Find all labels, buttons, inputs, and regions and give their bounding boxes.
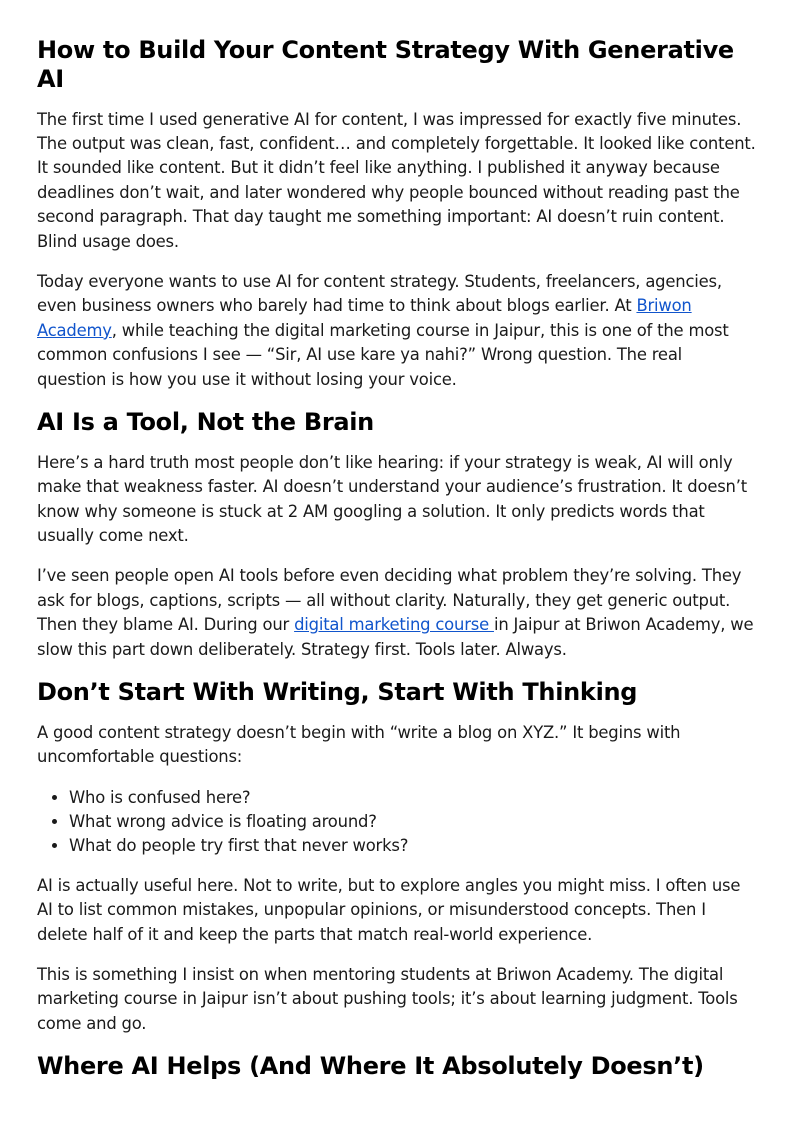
section1-p2-text-before: I’ve seen people open AI tools before even deciding what problem they’re solving. They ask for blogs, captions, scripts — all without clarity. Naturally, they get generic output. Then they blame AI. During our (37, 566, 742, 635)
section-heading-ai-tool: AI Is a Tool, Not the Brain (37, 408, 374, 437)
section2-paragraph-2: AI is actually useful here. Not to write, but to explore angles you might miss. I often use AI to list common mistakes, unpopular opinions, or misunderstood concepts. Then I delete half of it and keep the parts that match real-world experience. (37, 875, 741, 944)
section1-p2-text-after: in Jaipur at Briwon Academy, we slow this part down deliberately. Strategy first. Tools later. Always. (37, 615, 754, 659)
list-item: • What wrong advice is floating around? (69, 810, 756, 834)
questions-list (37, 786, 756, 858)
intro-paragraph-2 (37, 270, 756, 392)
list-item: • Who is confused here? (69, 786, 756, 810)
intro-paragraph-1: The first time I used generative AI for content, I was impressed for exactly five minutes. The output was clean, fast, confident… and completely forgettable. It looked like content. It sounded like content. But it didn’t feel like anything. I published it anyway because deadlines don’t wait, and later wondered why people bounced without reading past the second paragraph. That day taught me something important: AI doesn’t ruin content. Blind usage does. (37, 109, 756, 251)
section2-paragraph-1: A good content strategy doesn’t begin with “write a blog on XYZ.” It begins with uncomfortable questions: (37, 722, 681, 767)
briwon-academy-link[interactable]: Briwon Academy (37, 296, 692, 340)
section-heading-where-ai-helps: Where AI Helps (And Where It Absolutely Doesn’t) (37, 1052, 704, 1081)
digital-marketing-course-link[interactable]: digital marketing course (294, 615, 494, 635)
section1-paragraph-2 (37, 564, 756, 662)
article-title: How to Build Your Content Strategy With Generative AI (37, 36, 734, 93)
list-item: • What do people try first that never works? (69, 834, 756, 858)
section-heading-start-thinking: Don’t Start With Writing, Start With Thinking (37, 678, 638, 707)
section2-paragraph-3: This is something I insist on when mentoring students at Briwon Academy. The digital marketing course in Jaipur isn’t about pushing tools; it’s about learning judgment. Tools come and go. (37, 964, 738, 1033)
section1-paragraph-1: Here’s a hard truth most people don’t like hearing: if your strategy is weak, AI will only make that weakness faster. AI doesn’t understand your audience’s frustration. It doesn’t know why someone is stuck at 2 AM googling a solution. It only predicts words that usually come next. (37, 452, 747, 546)
intro-p2-text-before: Today everyone wants to use AI for content strategy. Students, freelancers, agencies, even business owners who barely had time to think about blogs earlier. At (37, 272, 722, 316)
intro-p2-text-after: , while teaching the digital marketing course in Jaipur, this is one of the most common confusions I see — “Sir, AI use kare ya nahi?” Wrong question. The real question is how you use it without losing your voice. (37, 320, 729, 389)
